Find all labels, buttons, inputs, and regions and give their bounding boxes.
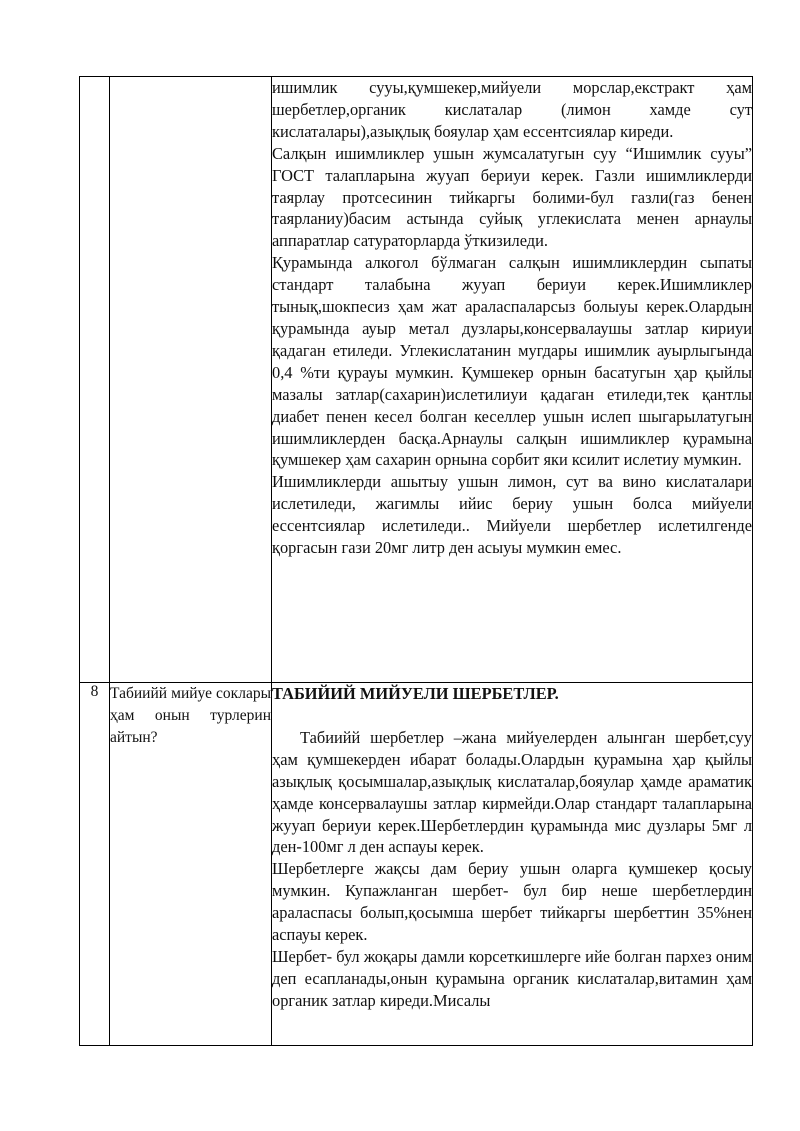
answer-paragraph: Табиийй шербетлер –жана мийуелерден алынган шербет,суу ҳам қумшекерден ибарат болады.Олардын қурамына ҳар қыйлы азықлық қосымшалар,азықлық кислаталар,бояулар ҳамде араматик ҳамде консервалаушы затлар кирмейди.Олар стандарт талапларына жууап бериуи керек.Шербетлердин қурамында мис дузлары 5мг л ден-100мг л ден аспауы керек. xyxy=(272,727,752,857)
answer-paragraph: Қурамында алкогол бўлмаган салқын ишимликлердин сыпаты стандарт талабына жууап бериуи керек.Ишимликлер тынық,шокпесиз ҳам жат араласпаларсыз болыуы керек.Олардын қурамында ауыр метал дузлары,консервалаушы затлар кириуи қадаган етиледи. Углекислатанин мугдары ишимлик ауырлыгында 0,4 %ти қурауы мумкин. Қумшекер орнын басатугын ҳар қыйлы мазалы затлар(сахарин)ислетилиуи қадаган етиледи,тек қантлы диабет пенен кесел болган кеселлер ушын ислеп шыгарылатугын ишимликлерден басқа.Арнаулы салқын ишимликлер қурамына қумшекер ҳам сахарин орнына сорбит яки ксилит ислетиу мумкин. xyxy=(272,253,752,470)
blank-line xyxy=(272,705,752,727)
answer-paragraph: Шербетлерге жақсы дам бериу ушын оларга қумшекер қосыу мумкин. Купажланган шербет- бул бир неше шербетлердин араласпасы болып,қосымша шербет тийкаргы шербеттин 35%нен аспауы керек. xyxy=(272,859,752,945)
table-row xyxy=(80,77,753,683)
question-cell: Табиийй мийуе соклары ҳам онын турлерин айтын? xyxy=(110,683,272,1046)
answer-cell xyxy=(272,683,753,1046)
answer-paragraph: Шербет- бул жоқары дамли корсеткишлерге ийе болган пархез оним деп есапланады,онын қурамына органик кислаталар,витамин ҳам органик затлар киреди.Мисалы xyxy=(272,946,752,1010)
row-number-cell xyxy=(80,77,110,683)
answer-paragraph: Ишимликлерди ашытыу ушын лимон, сут ва вино кислаталари ислетиледи, жагимлы ийис бериу ушын болса мийуели ессентсиялар ислетиледи.. Мийуели шербетлер ислетилгенде қоргасын гази 20мг литр ден асыуы мумкин емес. xyxy=(272,472,752,558)
qa-table xyxy=(79,76,753,1046)
answer-paragraph: ишимлик сууы,қумшекер,мийуели морслар,екстракт ҳам шербетлер,органик кислаталар (лимон хамде сут кислаталары),азықлық бояулар ҳам ессентсиялар киреди. xyxy=(272,78,752,141)
answer-cell xyxy=(272,77,753,683)
section-heading: ТАБИЙИЙ МИЙУЕЛИ ШЕРБЕТЛЕР. xyxy=(272,684,559,703)
table-row xyxy=(80,683,753,1046)
answer-paragraph: Салқын ишимликлер ушын жумсалатугын суу “Ишимлик сууы” ГОСТ талапларына жууап бериуи керек. Газли ишимликлерди таярлау протсесинин тийкаргы болими-бул газли(газ бенен таярланиу)басим астында суйық углекислата менен арнаулы аппаратлар сатураторларда ўткизиледи. xyxy=(272,143,752,251)
row-number-cell: 8 xyxy=(80,683,110,1046)
question-cell xyxy=(110,77,272,683)
